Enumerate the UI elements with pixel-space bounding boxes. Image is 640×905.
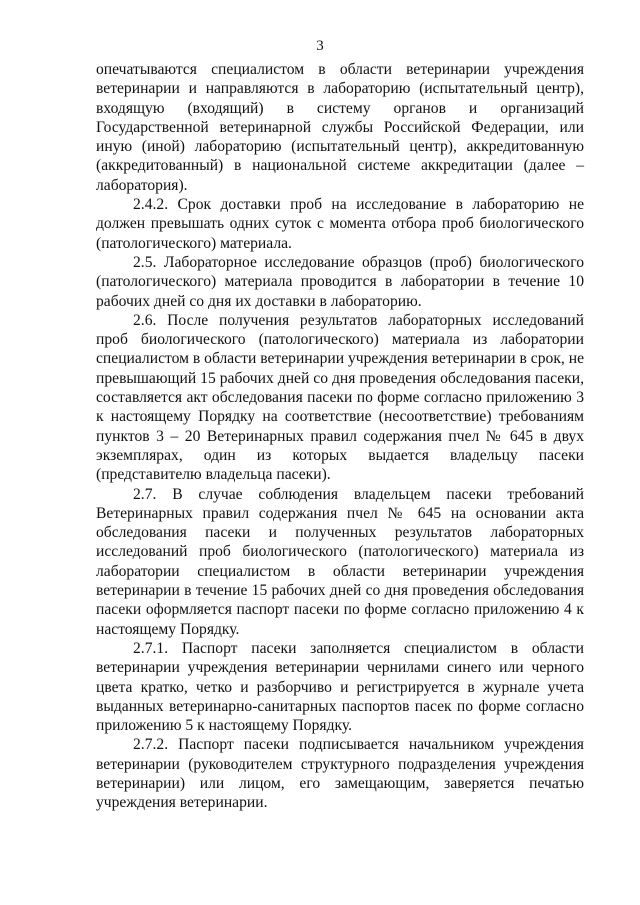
paragraph-2-5: 2.5. Лабораторное исследование образцов (проб) биологического (патологического) материала проводится в лаборатории в течение 10 рабочих дней со дня их доставки в лабораторию.: [96, 253, 584, 310]
paragraph-2-4-2: 2.4.2. Срок доставки проб на исследование в лабораторию не должен превышать одних суток с момента отбора проб биологического (патологического) материала.: [96, 196, 584, 252]
paragraph-2-6: 2.6. После получения результатов лабораторных исследований проб биологического (патологического) материала из лаборатории специалистом в области ветеринарии учреждения ветеринарии в срок, не превышающий 15 рабочих дней со дня проведения обследования пасеки, составляется акт обследования пасеки по форме согласно приложению 3 к настоящему Порядку на соответствие (несоответствие) требованиям пунктов 3 – 20 Ветеринарных правил содержания пчел № 645 в двух экземплярах, один из которых выдается владельцу пасеки (представителю владельца пасеки).: [96, 311, 584, 484]
paragraph-2-7: 2.7. В случае соблюдения владельцем пасеки требований Ветеринарных правил содержания пчел № 645 на основании акта обследования пасеки и полученных результатов лабораторных исследований проб биологического (патологического) материала из лаборатории специалистом в области ветеринарии учреждения ветеринарии в течение 15 рабочих дней со дня проведения обследования пасеки оформляется паспорт пасеки по форме согласно приложению 4 к настоящему Порядку.: [96, 485, 584, 638]
paragraph-2-7-1: 2.7.1. Паспорт пасеки заполняется специалистом в области ветеринарии учреждения ветеринарии чернилами синего или черного цвета кратко, четко и разборчиво и регистрируется в журнале учета выданных ветеринарно-санитарных паспортов пасек по форме согласно приложению 5 к настоящему Порядку.: [96, 639, 584, 735]
page-number: 3: [316, 38, 324, 54]
paragraph-2-7-2: 2.7.2. Паспорт пасеки подписывается начальником учреждения ветеринарии (руководителем структурного подразделения учреждения ветеринарии) или лицом, его замещающим, заверяется печатью учреждения ветеринарии.: [96, 736, 584, 812]
document-body: [96, 60, 584, 813]
paragraph-continuation: опечатываются специалистом в области ветеринарии учреждения ветеринарии и направляются в лабораторию (испытательный центр), входящую (входящий) в систему органов и организаций Государственной ветеринарной службы Российской Федерации, или иную (иной) лабораторию (испытательный центр), аккредитованную (аккредитованный) в национальной системе аккредитации (далее – лаборатория).: [96, 61, 584, 194]
